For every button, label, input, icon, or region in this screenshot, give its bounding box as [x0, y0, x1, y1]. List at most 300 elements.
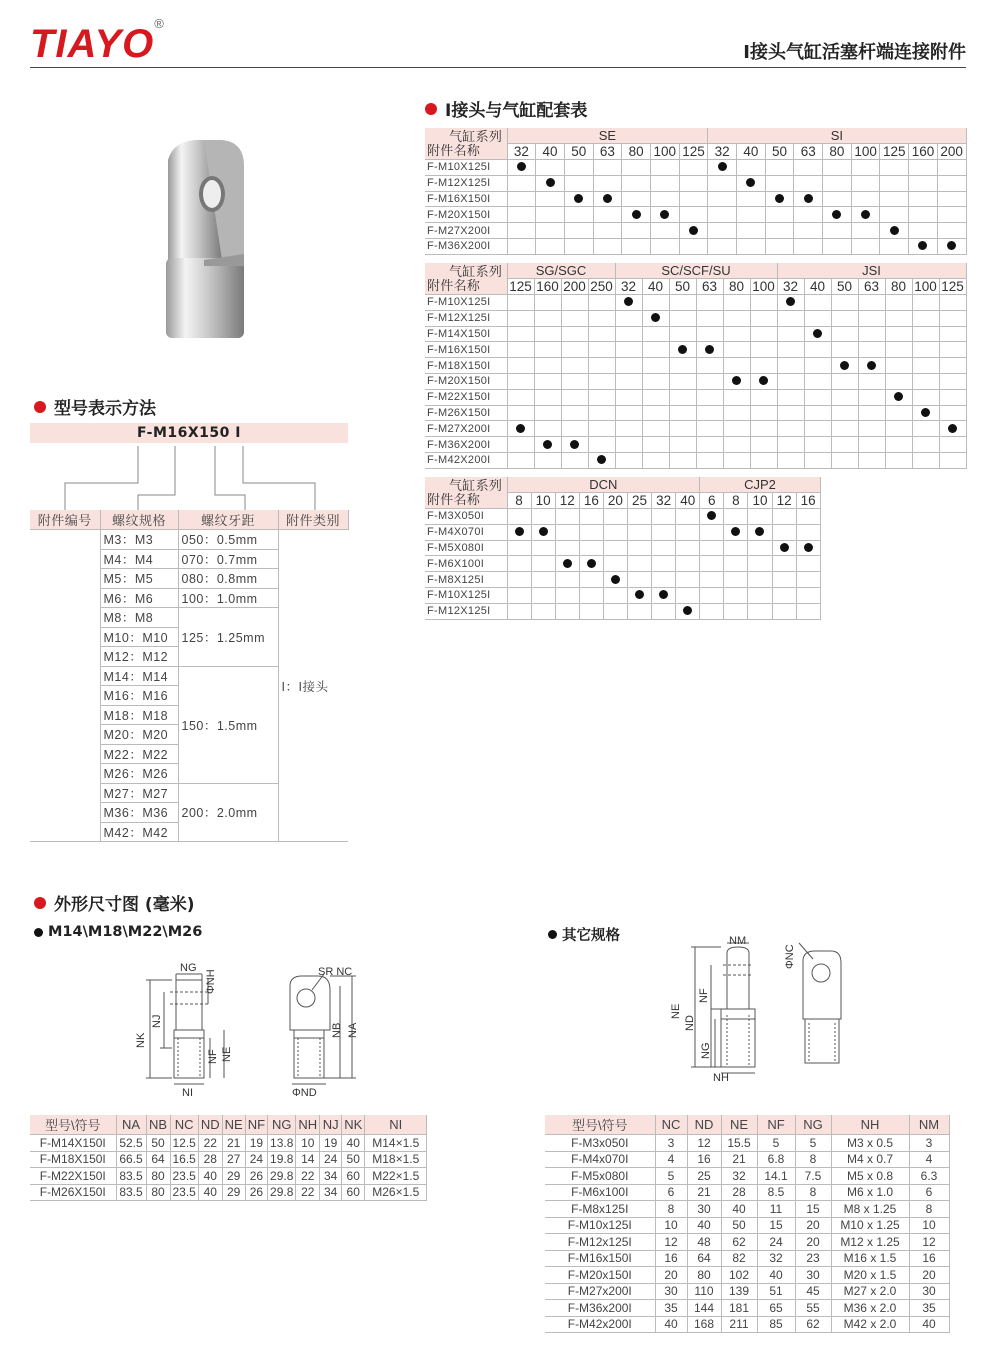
part-name: F-M10X125I	[425, 295, 507, 311]
match-cell	[622, 207, 651, 223]
match-cell	[534, 374, 561, 390]
dim-value: 30	[795, 1267, 831, 1284]
match-cell	[777, 310, 804, 326]
dim-value: 8	[655, 1201, 687, 1218]
dim-value: 21	[721, 1151, 757, 1168]
dim-model: F-M12x125I	[545, 1234, 655, 1251]
match-cell	[579, 603, 603, 619]
bore-header: 63	[696, 279, 723, 295]
table-row	[425, 160, 966, 176]
match-cell	[507, 191, 536, 207]
group-header: JSI	[777, 263, 966, 279]
match-cell	[593, 191, 622, 207]
match-cell	[750, 358, 777, 374]
match-cell	[765, 160, 794, 176]
match-cell	[561, 389, 588, 405]
match-cell	[531, 540, 555, 556]
dim-row	[545, 1283, 949, 1300]
match-cell	[507, 175, 536, 191]
match-cell	[593, 207, 622, 223]
group-header: SI	[708, 128, 966, 144]
header-part: 附件名称	[427, 491, 481, 507]
dim-value: 62	[721, 1234, 757, 1251]
part-name: F-M20X150I	[425, 207, 507, 223]
match-cell	[627, 603, 651, 619]
match-cell	[642, 437, 669, 453]
dim-value: 23.5	[170, 1168, 198, 1185]
match-cell	[796, 509, 820, 525]
match-dot-icon	[574, 194, 583, 203]
dim-row	[545, 1217, 949, 1234]
dim-value: 22	[296, 1184, 320, 1201]
match-cell	[939, 437, 966, 453]
spec-row	[30, 530, 348, 550]
match-dot-icon	[759, 376, 768, 385]
match-cell	[627, 556, 651, 572]
dim-value: 11	[757, 1201, 795, 1218]
match-cell	[831, 453, 858, 469]
match-cell	[642, 421, 669, 437]
match-cell	[858, 421, 885, 437]
match-cell	[696, 310, 723, 326]
match-cell	[831, 326, 858, 342]
match-cell	[507, 524, 531, 540]
dim-value: 28	[198, 1151, 222, 1168]
bore-header: 80	[622, 144, 651, 160]
match-cell	[603, 524, 627, 540]
match-cell	[650, 207, 679, 223]
dim-row	[545, 1267, 949, 1284]
group-header: SE	[507, 128, 708, 144]
dim-value: M36 x 2.0	[831, 1300, 909, 1317]
match-cell	[679, 223, 708, 239]
match-cell	[603, 540, 627, 556]
match-cell	[748, 588, 772, 604]
match-cell	[909, 175, 938, 191]
match-cell	[603, 572, 627, 588]
match-cell	[534, 437, 561, 453]
match-cell	[700, 509, 724, 525]
part-name: F-M10X125I	[425, 588, 507, 604]
match-cell	[804, 358, 831, 374]
match-cell	[642, 374, 669, 390]
match-cell	[627, 588, 651, 604]
dim-value: 60	[342, 1168, 365, 1185]
table-row	[425, 556, 820, 572]
match-cell	[696, 342, 723, 358]
match-cell	[642, 295, 669, 311]
dim-value: 16	[655, 1250, 687, 1267]
dim-value: 64	[687, 1250, 721, 1267]
match-cell	[561, 326, 588, 342]
match-cell	[804, 453, 831, 469]
part-name: F-M12X125I	[425, 175, 507, 191]
bore-header: 20	[603, 493, 627, 509]
dim-header: NI	[365, 1115, 427, 1135]
match-cell	[642, 453, 669, 469]
dim-model: F-M20x150I	[545, 1267, 655, 1284]
match-cell	[561, 453, 588, 469]
spec-id-cell	[30, 530, 100, 842]
match-dot-icon	[918, 241, 927, 250]
dim-value: 66.5	[116, 1151, 146, 1168]
match-dot-icon	[755, 527, 764, 536]
part-name: F-M36X200I	[425, 239, 507, 255]
match-cell	[564, 239, 593, 255]
match-dot-icon	[718, 162, 727, 171]
match-dot-icon	[611, 575, 620, 584]
bore-header: 125	[507, 279, 534, 295]
match-cell	[669, 358, 696, 374]
label-nj: NJ	[151, 1014, 163, 1028]
match-cell	[885, 374, 912, 390]
match-cell	[794, 160, 823, 176]
t3-grid	[425, 477, 821, 620]
match-dot-icon	[786, 297, 795, 306]
pitch-spec: 050：0.5mm	[178, 530, 278, 550]
match-dot-icon	[624, 297, 633, 306]
dim-header: ND	[687, 1115, 721, 1135]
match-cell	[534, 421, 561, 437]
group-header: SC/SCF/SU	[615, 263, 777, 279]
match-dot-icon	[543, 440, 552, 449]
match-cell	[885, 342, 912, 358]
bore-header: 32	[777, 279, 804, 295]
match-cell	[561, 358, 588, 374]
match-cell	[909, 223, 938, 239]
spec-header: 附件编号	[30, 510, 100, 530]
red-bullet-icon	[425, 103, 437, 115]
match-dot-icon	[948, 424, 957, 433]
dim-value: 5	[795, 1135, 831, 1152]
thread-spec: M5：M5	[100, 569, 178, 589]
label-ne: NE	[221, 1046, 233, 1062]
bore-header: 80	[723, 279, 750, 295]
part-name: F-M12X125I	[425, 310, 507, 326]
match-cell	[737, 175, 766, 191]
bore-header: 10	[748, 493, 772, 509]
match-cell	[615, 437, 642, 453]
match-cell	[588, 310, 615, 326]
dim-value: 26	[245, 1184, 267, 1201]
part-name: F-M36X200I	[425, 437, 507, 453]
dims-table-large	[30, 1115, 427, 1201]
match-cell	[748, 572, 772, 588]
match-cell	[507, 310, 534, 326]
match-cell	[858, 453, 885, 469]
dim-header: NE	[721, 1115, 757, 1135]
match-cell	[564, 160, 593, 176]
match-cell	[772, 524, 796, 540]
dim-value: 52.5	[116, 1135, 146, 1152]
label-nf: NF	[207, 1049, 219, 1064]
match-cell	[804, 342, 831, 358]
dim-value: 10	[296, 1135, 320, 1152]
dim-value: 50	[342, 1151, 365, 1168]
bore-header: 10	[531, 493, 555, 509]
match-cell	[650, 239, 679, 255]
dim-value: 82	[721, 1250, 757, 1267]
table-row	[425, 437, 966, 453]
dim-value: 30	[655, 1283, 687, 1300]
match-cell	[937, 160, 966, 176]
dim-header: NM	[909, 1115, 949, 1135]
bore-header: 16	[796, 493, 820, 509]
match-table-se-si	[425, 128, 967, 255]
match-cell	[885, 389, 912, 405]
match-cell	[507, 603, 531, 619]
match-cell	[700, 556, 724, 572]
match-cell	[579, 509, 603, 525]
match-cell	[536, 223, 565, 239]
thread-spec: M18：M18	[100, 705, 178, 725]
bore-header: 125	[679, 144, 708, 160]
match-cell	[507, 358, 534, 374]
dim-value: 62	[795, 1316, 831, 1333]
header-series: 气缸系列	[449, 128, 503, 144]
dim-header: NH	[296, 1115, 320, 1135]
thread-spec: M20：M20	[100, 725, 178, 745]
match-cell	[615, 295, 642, 311]
dim-value: 8	[909, 1201, 949, 1218]
match-cell	[723, 453, 750, 469]
match-cell	[536, 175, 565, 191]
match-cell	[794, 191, 823, 207]
match-cell	[765, 175, 794, 191]
match-cell	[880, 160, 909, 176]
bore-header: 125	[939, 279, 966, 295]
match-cell	[536, 207, 565, 223]
table-row	[425, 509, 820, 525]
match-cell	[937, 223, 966, 239]
dim-value: 6	[909, 1184, 949, 1201]
match-dot-icon	[660, 210, 669, 219]
spec-header: 螺纹规格	[100, 510, 178, 530]
match-dot-icon	[563, 559, 572, 568]
dim-value: M10 x 1.25	[831, 1217, 909, 1234]
match-cell	[531, 509, 555, 525]
part-name: F-M20X150I	[425, 374, 507, 390]
match-cell	[652, 509, 676, 525]
dim-header: NH	[831, 1115, 909, 1135]
match-cell	[588, 421, 615, 437]
black-bullet-icon	[34, 928, 43, 937]
group-header: SG/SGC	[507, 263, 615, 279]
part-name: F-M16X150I	[425, 191, 507, 207]
table-row	[425, 588, 820, 604]
match-cell	[679, 207, 708, 223]
match-cell	[937, 175, 966, 191]
match-cell	[507, 389, 534, 405]
match-cell	[823, 160, 852, 176]
match-cell	[615, 421, 642, 437]
match-dot-icon	[840, 361, 849, 370]
dim-value: 32	[757, 1250, 795, 1267]
dim-value: 12	[909, 1234, 949, 1251]
match-cell	[804, 295, 831, 311]
match-dot-icon	[539, 527, 548, 536]
dim-model: F-M10x125I	[545, 1217, 655, 1234]
match-cell	[588, 453, 615, 469]
match-cell	[507, 588, 531, 604]
match-cell	[652, 540, 676, 556]
match-cell	[750, 389, 777, 405]
dim-value: 21	[222, 1135, 245, 1152]
match-cell	[909, 239, 938, 255]
dim-value: M12 x 1.25	[831, 1234, 909, 1251]
dim-value: 40	[655, 1316, 687, 1333]
dim-row	[545, 1234, 949, 1251]
dim-row	[545, 1135, 949, 1152]
match-cell	[724, 588, 748, 604]
match-cell	[603, 556, 627, 572]
match-cell	[748, 556, 772, 572]
match-cell	[642, 389, 669, 405]
match-cell	[765, 191, 794, 207]
match-cell	[912, 326, 939, 342]
dim-value: 144	[687, 1300, 721, 1317]
match-cell	[650, 175, 679, 191]
match-cell	[676, 588, 700, 604]
bore-header: 50	[669, 279, 696, 295]
dim-value: 35	[909, 1300, 949, 1317]
match-cell	[772, 509, 796, 525]
match-cell	[723, 421, 750, 437]
match-cell	[777, 453, 804, 469]
match-cell	[858, 310, 885, 326]
dim-header: NJ	[320, 1115, 342, 1135]
dim-value: 12	[655, 1234, 687, 1251]
match-cell	[777, 374, 804, 390]
match-dot-icon	[890, 226, 899, 235]
dim-model: F-M22X150I	[30, 1168, 116, 1185]
match-cell	[531, 588, 555, 604]
match-cell	[765, 223, 794, 239]
label-nm: NM	[729, 935, 747, 947]
dim-value: 60	[342, 1184, 365, 1201]
match-cell	[772, 588, 796, 604]
match-cell	[885, 453, 912, 469]
match-cell	[750, 326, 777, 342]
match-cell	[579, 524, 603, 540]
drawing-other-specs	[665, 935, 875, 1085]
match-cell	[885, 310, 912, 326]
dims-section-title: 外形尺寸图 (毫米)	[34, 890, 194, 915]
label-ng: NG	[700, 1042, 712, 1059]
match-cell	[804, 421, 831, 437]
dim-value: 29.8	[268, 1184, 296, 1201]
match-cell	[765, 207, 794, 223]
dim-value: 65	[757, 1300, 795, 1317]
match-cell	[555, 572, 579, 588]
match-cell	[939, 342, 966, 358]
match-cell	[723, 342, 750, 358]
match-cell	[708, 223, 737, 239]
match-cell	[831, 437, 858, 453]
bore-header: 40	[804, 279, 831, 295]
dim-value: 13.8	[268, 1135, 296, 1152]
match-cell	[534, 326, 561, 342]
match-cell	[669, 295, 696, 311]
dim-model: F-M26X150I	[30, 1184, 116, 1201]
dim-value: 139	[721, 1283, 757, 1300]
match-dot-icon	[546, 178, 555, 187]
bore-header: 100	[912, 279, 939, 295]
match-cell	[804, 310, 831, 326]
match-cell	[507, 540, 531, 556]
pitch-spec: 070：0.7mm	[178, 549, 278, 569]
match-cell	[531, 556, 555, 572]
match-cell	[831, 421, 858, 437]
match-dot-icon	[678, 345, 687, 354]
match-cell	[588, 295, 615, 311]
dim-value: 48	[687, 1234, 721, 1251]
match-cell	[912, 389, 939, 405]
match-cell	[794, 223, 823, 239]
dim-value: 34	[320, 1184, 342, 1201]
match-cell	[507, 405, 534, 421]
match-cell	[880, 207, 909, 223]
dim-value: 40	[721, 1201, 757, 1218]
match-cell	[507, 160, 536, 176]
dim-value: 16	[909, 1250, 949, 1267]
match-cell	[937, 207, 966, 223]
dim-value: M4 x 0.7	[831, 1151, 909, 1168]
thread-spec: M16：M16	[100, 686, 178, 706]
match-cell	[912, 342, 939, 358]
dim-value: 51	[757, 1283, 795, 1300]
dim-value: 24	[320, 1151, 342, 1168]
dim-model: F-M5x080I	[545, 1168, 655, 1185]
drawing-large-series	[130, 960, 370, 1100]
dim-value: 30	[909, 1283, 949, 1300]
match-cell	[615, 326, 642, 342]
match-cell	[555, 556, 579, 572]
label-na: NA	[347, 1022, 359, 1038]
match-cell	[534, 453, 561, 469]
match-cell	[831, 374, 858, 390]
match-cell	[772, 603, 796, 619]
dim-value: M42 x 2.0	[831, 1316, 909, 1333]
match-cell	[748, 524, 772, 540]
match-cell	[939, 326, 966, 342]
bore-header: 32	[652, 493, 676, 509]
match-cell	[885, 405, 912, 421]
match-cell	[588, 389, 615, 405]
match-cell	[579, 540, 603, 556]
table-row	[425, 405, 966, 421]
match-cell	[777, 437, 804, 453]
match-cell	[723, 310, 750, 326]
dim-value: 211	[721, 1316, 757, 1333]
match-cell	[858, 405, 885, 421]
match-cell	[564, 175, 593, 191]
dim-value: M27 x 2.0	[831, 1283, 909, 1300]
match-cell	[603, 509, 627, 525]
match-cell	[627, 524, 651, 540]
bore-header: 100	[750, 279, 777, 295]
match-cell	[723, 437, 750, 453]
group-header: DCN	[507, 477, 700, 493]
match-cell	[652, 603, 676, 619]
match-cell	[939, 295, 966, 311]
dim-header: NG	[268, 1115, 296, 1135]
match-cell	[858, 295, 885, 311]
match-cell	[593, 239, 622, 255]
dim-value: M22×1.5	[365, 1168, 427, 1185]
match-cell	[912, 295, 939, 311]
match-cell	[750, 295, 777, 311]
